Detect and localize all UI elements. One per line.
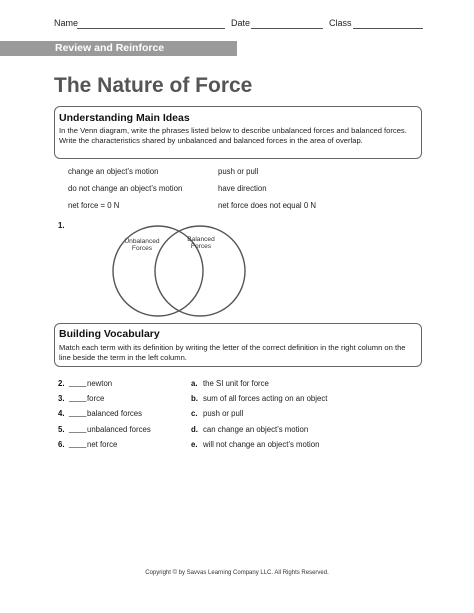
definition-letter: d. [191,425,198,434]
definition-text: the SI unit for force [203,379,269,388]
definition-text: will not change an object’s motion [203,440,320,449]
name-field[interactable] [77,28,225,29]
answer-blank[interactable]: ____ [69,439,87,448]
answer-blank[interactable]: ____ [69,408,87,417]
phrase-item: change an object’s motion [68,167,159,176]
term-label: unbalanced forces [87,425,151,434]
term-label: balanced forces [87,409,143,418]
answer-blank[interactable]: ____ [69,393,87,402]
main-ideas-instructions: In the Venn diagram, write the phrases listed below to describe unbalanced forces and balanced forces. Write the characteristics shared by unbalanced and balanced forces in the area of overlap. [59,126,407,145]
date-field[interactable] [251,28,323,29]
section-banner [0,41,237,56]
definition-letter: b. [191,394,198,403]
venn-right-label: Forces [190,243,212,250]
copyright-footer: Copyright © by Savvas Learning Company LLC. All Rights Reserved. [145,570,329,576]
term-label: force [87,394,105,403]
class-field[interactable] [353,28,423,29]
definition-text: sum of all forces acting on an object [203,394,328,403]
definition-text: can change an object’s motion [203,425,309,434]
vocabulary-heading: Building Vocabulary [59,328,160,340]
main-ideas-box [54,106,422,159]
term-label: net force [87,440,118,449]
answer-blank[interactable]: ____ [69,424,87,433]
phrase-item: have direction [218,184,267,193]
class-label: Class [329,18,352,28]
venn-right-label: Balanced [187,236,215,243]
banner-label: Review and Reinforce [55,42,165,54]
term-number: 4. [58,409,65,418]
vocabulary-box [54,323,422,367]
definition-letter: c. [191,409,198,418]
venn-left-label: Forces [131,245,153,252]
date-label: Date [231,18,251,28]
venn-diagram [100,222,250,317]
term-number: 5. [58,425,65,434]
term-number: 6. [58,440,65,449]
definition-letter: a. [191,379,198,388]
phrase-item: push or pull [218,167,259,176]
phrase-item: net force does not equal 0 N [218,201,316,210]
vocabulary-instructions: Match each term with its definition by writing the letter of the correct definition in the right column on the line beside the term in the left column. [59,343,406,362]
definition-letter: e. [191,440,198,449]
answer-blank[interactable]: ____ [69,378,87,387]
page-title: The Nature of Force [54,74,253,97]
term-number: 3. [58,394,65,403]
main-ideas-heading: Understanding Main Ideas [59,112,190,124]
question-number: 1. [58,221,65,230]
venn-left-label: Unbalanced [124,238,160,245]
phrase-item: do not change an object’s motion [68,184,183,193]
definition-text: push or pull [203,409,244,418]
term-label: newton [87,379,113,388]
phrase-item: net force = 0 N [68,201,120,210]
name-label: Name [54,18,79,28]
term-number: 2. [58,379,65,388]
